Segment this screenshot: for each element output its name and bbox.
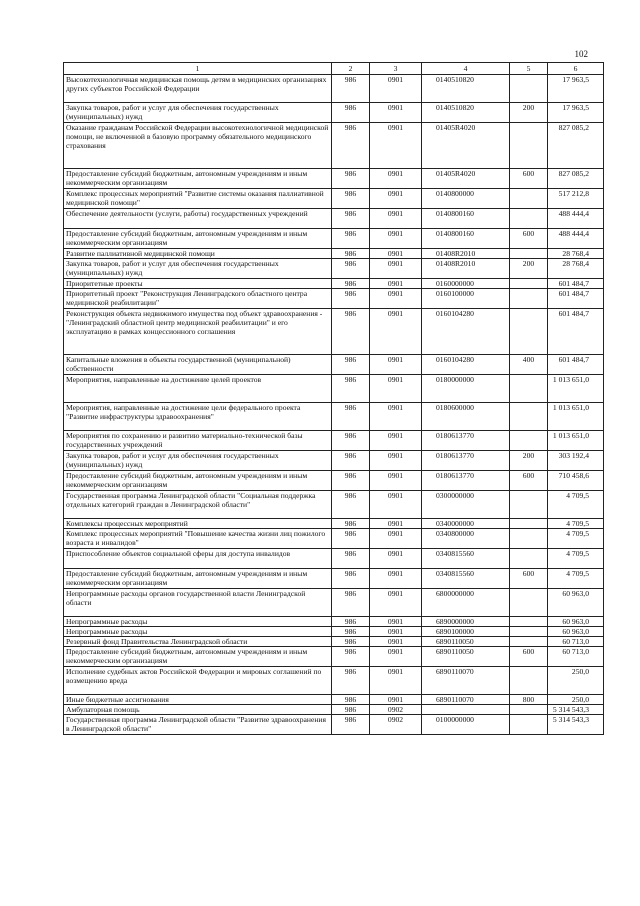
row-expense-type-code bbox=[510, 403, 548, 431]
row-expense-type-code: 600 bbox=[510, 647, 548, 667]
row-target-item-code: 0340000000 bbox=[422, 519, 510, 529]
table-row bbox=[64, 705, 604, 715]
row-amount: 4 709,5 bbox=[548, 569, 604, 589]
row-expense-type-code bbox=[510, 491, 548, 519]
table-row bbox=[64, 103, 604, 123]
row-target-item-code: 01408R2010 bbox=[422, 259, 510, 279]
row-department-code: 986 bbox=[332, 471, 370, 491]
row-expense-type-code: 600 bbox=[510, 169, 548, 189]
row-name: Обеспечение деятельности (услуги, работы) государственных учреждений bbox=[64, 209, 332, 229]
row-department-code: 986 bbox=[332, 519, 370, 529]
row-expense-type-code bbox=[510, 431, 548, 451]
row-amount: 1 013 651,0 bbox=[548, 375, 604, 403]
row-section-code: 0901 bbox=[370, 209, 422, 229]
row-target-item-code: 0140800160 bbox=[422, 229, 510, 249]
row-department-code: 986 bbox=[332, 249, 370, 259]
row-section-code: 0901 bbox=[370, 491, 422, 519]
row-target-item-code: 0160104280 bbox=[422, 309, 510, 355]
row-expense-type-code bbox=[510, 715, 548, 735]
row-amount: 5 314 543,3 bbox=[548, 705, 604, 715]
table-row bbox=[64, 189, 604, 209]
table-row bbox=[64, 249, 604, 259]
row-expense-type-code bbox=[510, 549, 548, 569]
row-section-code: 0901 bbox=[370, 123, 422, 169]
row-department-code: 986 bbox=[332, 617, 370, 627]
table-row bbox=[64, 667, 604, 695]
row-amount: 827 085,2 bbox=[548, 123, 604, 169]
table-row bbox=[64, 471, 604, 491]
table-row bbox=[64, 169, 604, 189]
row-expense-type-code: 600 bbox=[510, 471, 548, 491]
row-section-code: 0901 bbox=[370, 355, 422, 375]
row-amount: 28 768,4 bbox=[548, 259, 604, 279]
row-amount: 488 444,4 bbox=[548, 229, 604, 249]
row-target-item-code: 01405R4020 bbox=[422, 169, 510, 189]
row-section-code: 0901 bbox=[370, 471, 422, 491]
row-department-code: 986 bbox=[332, 189, 370, 209]
table-row bbox=[64, 403, 604, 431]
row-target-item-code: 0340815560 bbox=[422, 569, 510, 589]
row-section-code: 0901 bbox=[370, 637, 422, 647]
row-department-code: 986 bbox=[332, 169, 370, 189]
column-header-expense-type: 5 bbox=[510, 63, 548, 75]
row-section-code: 0901 bbox=[370, 627, 422, 637]
row-amount: 4 709,5 bbox=[548, 519, 604, 529]
row-amount: 601 484,7 bbox=[548, 309, 604, 355]
column-header-amount: 6 bbox=[548, 63, 604, 75]
row-amount: 60 963,0 bbox=[548, 617, 604, 627]
row-section-code: 0901 bbox=[370, 549, 422, 569]
column-header-department: 2 bbox=[332, 63, 370, 75]
table-row bbox=[64, 569, 604, 589]
row-amount: 601 484,7 bbox=[548, 355, 604, 375]
row-amount: 517 212,8 bbox=[548, 189, 604, 209]
row-target-item-code: 0180613770 bbox=[422, 431, 510, 451]
row-section-code: 0901 bbox=[370, 569, 422, 589]
row-name: Комплексы процессных мероприятий bbox=[64, 519, 332, 529]
table-row bbox=[64, 519, 604, 529]
row-section-code: 0901 bbox=[370, 403, 422, 431]
row-department-code: 986 bbox=[332, 355, 370, 375]
row-target-item-code: 6890110070 bbox=[422, 667, 510, 695]
row-target-item-code bbox=[422, 705, 510, 715]
row-department-code: 986 bbox=[332, 667, 370, 695]
row-amount: 17 963,5 bbox=[548, 75, 604, 103]
row-expense-type-code bbox=[510, 289, 548, 309]
row-target-item-code: 0160000000 bbox=[422, 279, 510, 289]
row-name: Непрограммные расходы органов государственной власти Ленинградской области bbox=[64, 589, 332, 617]
row-expense-type-code bbox=[510, 209, 548, 229]
column-header-name: 1 bbox=[64, 63, 332, 75]
row-target-item-code: 0160104280 bbox=[422, 355, 510, 375]
row-expense-type-code: 200 bbox=[510, 451, 548, 471]
row-target-item-code: 0140800000 bbox=[422, 189, 510, 209]
table-row bbox=[64, 309, 604, 355]
table-row bbox=[64, 637, 604, 647]
row-name: Предоставление субсидий бюджетным, автономным учреждениям и иным некоммерческим организациям bbox=[64, 229, 332, 249]
row-expense-type-code bbox=[510, 75, 548, 103]
row-amount: 4 709,5 bbox=[548, 491, 604, 519]
row-target-item-code: 0140510820 bbox=[422, 75, 510, 103]
row-section-code: 0902 bbox=[370, 715, 422, 735]
row-target-item-code: 0180613770 bbox=[422, 471, 510, 491]
row-name: Закупка товаров, работ и услуг для обеспечения государственных (муниципальных) нужд bbox=[64, 103, 332, 123]
row-amount: 60 963,0 bbox=[548, 627, 604, 637]
row-section-code: 0901 bbox=[370, 249, 422, 259]
row-section-code: 0901 bbox=[370, 259, 422, 279]
table-row bbox=[64, 289, 604, 309]
row-name: Комплекс процессных мероприятий "Развитие системы оказания паллиативной медицинской помощи" bbox=[64, 189, 332, 209]
row-department-code: 986 bbox=[332, 209, 370, 229]
row-target-item-code: 0180613770 bbox=[422, 451, 510, 471]
column-header-target-item: 4 bbox=[422, 63, 510, 75]
row-name: Комплекс процессных мероприятий "Повышение качества жизни лиц пожилого возраста и инвалидов" bbox=[64, 529, 332, 549]
table-row bbox=[64, 695, 604, 705]
row-expense-type-code: 400 bbox=[510, 355, 548, 375]
row-section-code: 0901 bbox=[370, 529, 422, 549]
row-name: Развитие паллиативной медицинской помощи bbox=[64, 249, 332, 259]
row-target-item-code: 0340815560 bbox=[422, 549, 510, 569]
table-row bbox=[64, 627, 604, 637]
row-department-code: 986 bbox=[332, 715, 370, 735]
row-department-code: 986 bbox=[332, 529, 370, 549]
row-name: Оказание гражданам Российской Федерации высокотехнологичной медицинской помощи, не включенной в базовую программу обязательного медицинского страхования bbox=[64, 123, 332, 169]
row-section-code: 0901 bbox=[370, 279, 422, 289]
row-expense-type-code bbox=[510, 189, 548, 209]
row-amount: 60 713,0 bbox=[548, 637, 604, 647]
row-name: Предоставление субсидий бюджетным, автономным учреждениям и иным некоммерческим организациям bbox=[64, 471, 332, 491]
row-amount: 60 713,0 bbox=[548, 647, 604, 667]
row-section-code: 0902 bbox=[370, 705, 422, 715]
table-row bbox=[64, 375, 604, 403]
row-department-code: 986 bbox=[332, 123, 370, 169]
row-department-code: 986 bbox=[332, 289, 370, 309]
budget-table bbox=[63, 62, 604, 735]
row-amount: 710 458,6 bbox=[548, 471, 604, 491]
row-name: Предоставление субсидий бюджетным, автономным учреждениям и иным некоммерческим организациям bbox=[64, 647, 332, 667]
row-expense-type-code bbox=[510, 627, 548, 637]
row-amount: 303 192,4 bbox=[548, 451, 604, 471]
page-number: 102 bbox=[574, 49, 588, 59]
row-department-code: 986 bbox=[332, 705, 370, 715]
row-amount: 4 709,5 bbox=[548, 549, 604, 569]
row-name: Исполнение судебных актов Российской Федерации и мировых соглашений по возмещению вреда bbox=[64, 667, 332, 695]
table-row bbox=[64, 451, 604, 471]
row-name: Амбулаторная помощь bbox=[64, 705, 332, 715]
row-target-item-code: 6890100000 bbox=[422, 627, 510, 637]
row-name: Высокотехнологичная медицинская помощь детям в медицинских организациях других субъектов Российской Федерации bbox=[64, 75, 332, 103]
row-expense-type-code: 600 bbox=[510, 569, 548, 589]
row-expense-type-code bbox=[510, 279, 548, 289]
row-department-code: 986 bbox=[332, 451, 370, 471]
row-expense-type-code: 800 bbox=[510, 695, 548, 705]
row-expense-type-code bbox=[510, 249, 548, 259]
row-target-item-code: 01408R2010 bbox=[422, 249, 510, 259]
row-amount: 60 963,0 bbox=[548, 589, 604, 617]
row-name: Закупка товаров, работ и услуг для обеспечения государственных (муниципальных) нужд bbox=[64, 451, 332, 471]
row-amount: 250,0 bbox=[548, 695, 604, 705]
row-amount: 28 768,4 bbox=[548, 249, 604, 259]
row-expense-type-code bbox=[510, 589, 548, 617]
row-department-code: 986 bbox=[332, 549, 370, 569]
row-expense-type-code bbox=[510, 123, 548, 169]
row-expense-type-code: 200 bbox=[510, 259, 548, 279]
table-row bbox=[64, 123, 604, 169]
row-name: Иные бюджетные ассигнования bbox=[64, 695, 332, 705]
row-expense-type-code bbox=[510, 519, 548, 529]
row-target-item-code: 0140510820 bbox=[422, 103, 510, 123]
row-name: Приспособление объектов социальной сферы для доступа инвалидов bbox=[64, 549, 332, 569]
row-target-item-code: 6890110070 bbox=[422, 695, 510, 705]
column-header-section: 3 bbox=[370, 63, 422, 75]
row-section-code: 0901 bbox=[370, 75, 422, 103]
row-section-code: 0901 bbox=[370, 451, 422, 471]
table-row bbox=[64, 589, 604, 617]
row-section-code: 0901 bbox=[370, 589, 422, 617]
row-section-code: 0901 bbox=[370, 229, 422, 249]
row-department-code: 986 bbox=[332, 403, 370, 431]
row-expense-type-code: 600 bbox=[510, 229, 548, 249]
row-section-code: 0901 bbox=[370, 189, 422, 209]
table-row bbox=[64, 715, 604, 735]
row-expense-type-code bbox=[510, 309, 548, 355]
table-row bbox=[64, 529, 604, 549]
row-section-code: 0901 bbox=[370, 667, 422, 695]
row-expense-type-code: 200 bbox=[510, 103, 548, 123]
row-department-code: 986 bbox=[332, 431, 370, 451]
row-section-code: 0901 bbox=[370, 519, 422, 529]
row-section-code: 0901 bbox=[370, 617, 422, 627]
row-amount: 1 013 651,0 bbox=[548, 431, 604, 451]
table-row bbox=[64, 209, 604, 229]
table-row bbox=[64, 75, 604, 103]
row-department-code: 986 bbox=[332, 627, 370, 637]
row-department-code: 986 bbox=[332, 647, 370, 667]
table-header-row bbox=[64, 63, 604, 75]
row-amount: 488 444,4 bbox=[548, 209, 604, 229]
row-name: Непрограммные расходы bbox=[64, 627, 332, 637]
row-target-item-code: 0340800000 bbox=[422, 529, 510, 549]
row-expense-type-code bbox=[510, 375, 548, 403]
row-target-item-code: 0300000000 bbox=[422, 491, 510, 519]
row-target-item-code: 0140800160 bbox=[422, 209, 510, 229]
row-department-code: 986 bbox=[332, 569, 370, 589]
row-name: Закупка товаров, работ и услуг для обеспечения государственных (муниципальных) нужд bbox=[64, 259, 332, 279]
row-section-code: 0901 bbox=[370, 309, 422, 355]
row-department-code: 986 bbox=[332, 259, 370, 279]
row-section-code: 0901 bbox=[370, 103, 422, 123]
row-amount: 827 085,2 bbox=[548, 169, 604, 189]
row-name: Приоритетные проекты bbox=[64, 279, 332, 289]
row-name: Государственная программа Ленинградской области "Развитие здравоохранения в Ленинградской области" bbox=[64, 715, 332, 735]
row-amount: 17 963,5 bbox=[548, 103, 604, 123]
table-row bbox=[64, 617, 604, 627]
row-department-code: 986 bbox=[332, 309, 370, 355]
row-department-code: 986 bbox=[332, 695, 370, 705]
row-name: Предоставление субсидий бюджетным, автономным учреждениям и иным некоммерческим организациям bbox=[64, 569, 332, 589]
row-section-code: 0901 bbox=[370, 695, 422, 705]
table-row bbox=[64, 491, 604, 519]
row-expense-type-code bbox=[510, 529, 548, 549]
row-name: Капитальные вложения в объекты государственной (муниципальной) собственности bbox=[64, 355, 332, 375]
row-section-code: 0901 bbox=[370, 431, 422, 451]
row-amount: 5 314 543,3 bbox=[548, 715, 604, 735]
row-department-code: 986 bbox=[332, 491, 370, 519]
table-row bbox=[64, 279, 604, 289]
row-amount: 1 013 651,0 bbox=[548, 403, 604, 431]
table-row bbox=[64, 549, 604, 569]
row-section-code: 0901 bbox=[370, 375, 422, 403]
row-department-code: 986 bbox=[332, 103, 370, 123]
row-expense-type-code bbox=[510, 637, 548, 647]
row-expense-type-code bbox=[510, 667, 548, 695]
row-amount: 4 709,5 bbox=[548, 529, 604, 549]
row-section-code: 0901 bbox=[370, 289, 422, 309]
row-expense-type-code bbox=[510, 617, 548, 627]
row-section-code: 0901 bbox=[370, 647, 422, 667]
row-name: Реконструкция объекта недвижимого имущества под объект здравоохранения - "Ленинградский областной центр медицинской реабилитации" и его эксплуатацию в рамках концессионного соглашения bbox=[64, 309, 332, 355]
row-department-code: 986 bbox=[332, 75, 370, 103]
row-name: Резервный фонд Правительства Ленинградской области bbox=[64, 637, 332, 647]
row-name: Мероприятия, направленные на достижение цели федерального проекта "Развитие инфраструктуры здравоохранения" bbox=[64, 403, 332, 431]
row-name: Непрограммные расходы bbox=[64, 617, 332, 627]
row-section-code: 0901 bbox=[370, 169, 422, 189]
row-amount: 601 484,7 bbox=[548, 289, 604, 309]
row-amount: 601 484,7 bbox=[548, 279, 604, 289]
row-department-code: 986 bbox=[332, 229, 370, 249]
table-body bbox=[64, 75, 604, 735]
row-target-item-code: 6800000000 bbox=[422, 589, 510, 617]
row-target-item-code: 01405R4020 bbox=[422, 123, 510, 169]
row-name: Мероприятия, направленные на достижение целей проектов bbox=[64, 375, 332, 403]
row-target-item-code: 0100000000 bbox=[422, 715, 510, 735]
row-target-item-code: 6890000000 bbox=[422, 617, 510, 627]
row-target-item-code: 6890110050 bbox=[422, 637, 510, 647]
row-target-item-code: 6890110050 bbox=[422, 647, 510, 667]
row-name: Предоставление субсидий бюджетным, автономным учреждениям и иным некоммерческим организациям bbox=[64, 169, 332, 189]
row-department-code: 986 bbox=[332, 589, 370, 617]
table-row bbox=[64, 229, 604, 249]
row-department-code: 986 bbox=[332, 279, 370, 289]
row-target-item-code: 0180600000 bbox=[422, 403, 510, 431]
table-row bbox=[64, 259, 604, 279]
row-department-code: 986 bbox=[332, 637, 370, 647]
row-expense-type-code bbox=[510, 705, 548, 715]
row-name: Государственная программа Ленинградской области "Социальная поддержка отдельных категорий граждан в Ленинградской области" bbox=[64, 491, 332, 519]
table-row bbox=[64, 647, 604, 667]
row-name: Приоритетный проект "Реконструкция Ленинградского областного центра медицинской реабилитации" bbox=[64, 289, 332, 309]
row-department-code: 986 bbox=[332, 375, 370, 403]
row-target-item-code: 0180000000 bbox=[422, 375, 510, 403]
table-row bbox=[64, 431, 604, 451]
table-row bbox=[64, 355, 604, 375]
row-name: Мероприятия по сохранению и развитию материально-технической базы государственных учреждений bbox=[64, 431, 332, 451]
row-target-item-code: 0160100000 bbox=[422, 289, 510, 309]
row-amount: 250,0 bbox=[548, 667, 604, 695]
